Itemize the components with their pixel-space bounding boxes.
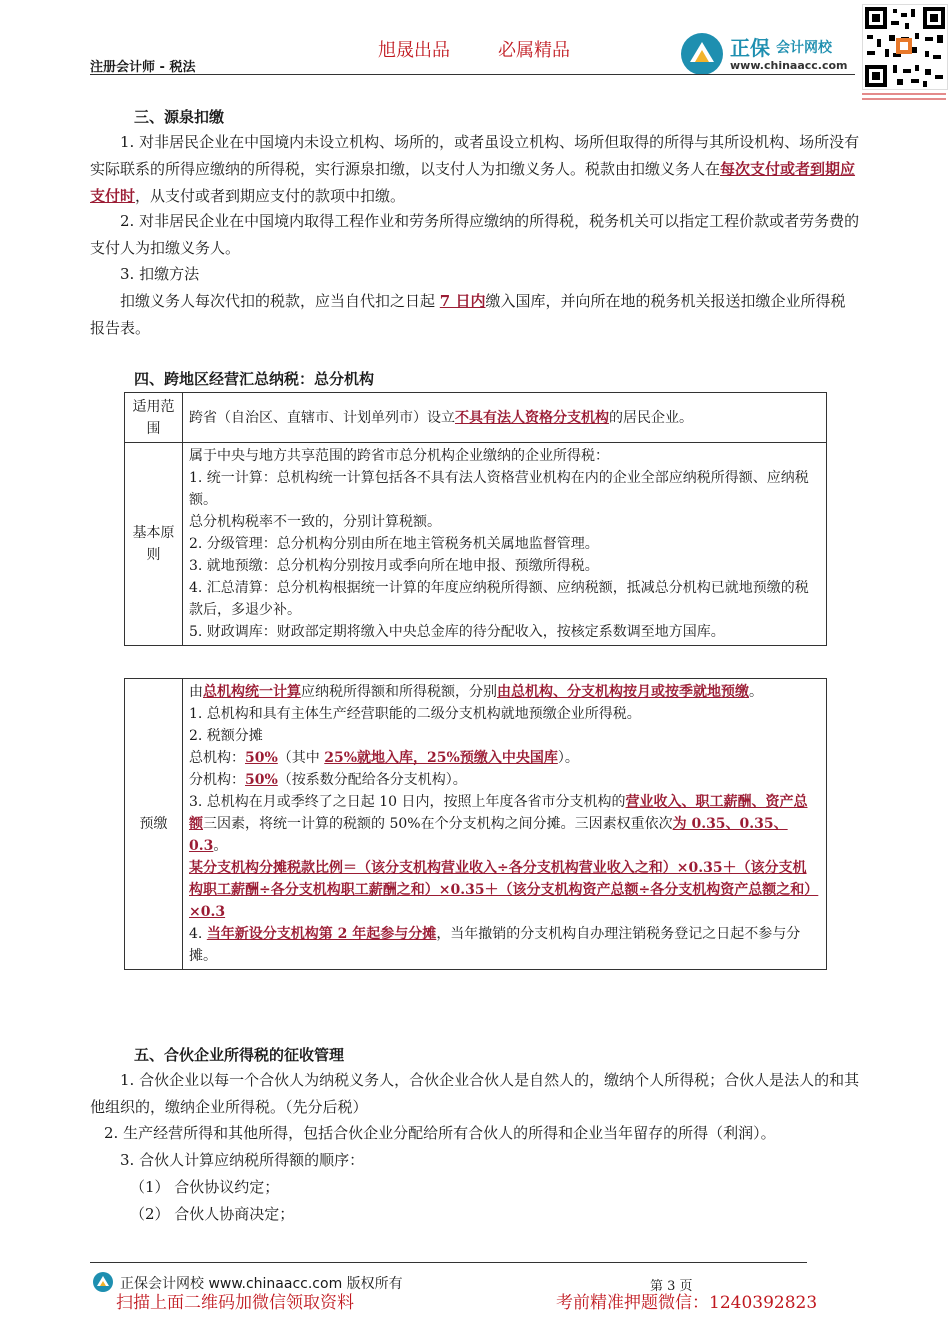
logo-url: www.chinaacc.com (730, 59, 848, 72)
basic-content (183, 443, 827, 646)
qr-code-icon (862, 4, 948, 90)
basic-line: 5. 财政调库：财政部定期将缴入中央总金库的待分配收入，按核定系数调至地方国库。 (189, 624, 725, 640)
section5-paragraph-4: （1） 合伙协议约定； (130, 1178, 280, 1196)
section3-paragraph-1: 1. 对非居民企业在中国境内未设立机构、场所的，或者虽设立机构、场所但取得的所得与其所设机构、场所没有实际联系的所得应缴纳的所得税，实行源泉扣缴，以支付人为扣缴义务人。税款由扣缴义务人在每次支付或者到期应支付时，从支付或者到期应支付的款项中扣缴。 (90, 133, 860, 205)
section3-paragraph-2: 2. 对非居民企业在中国境内取得工程作业和劳务所得应缴纳的所得税，税务机关可以指定工程价款或者劳务费的支付人为扣缴义务人。 (90, 212, 860, 257)
prepay-line-1: 由总机构统一计算应纳税所得额和所得税额，分别由总机构、分支机构按月或按季就地预缴。 (189, 684, 763, 700)
basic-line: 4. 汇总清算：总分机构根据统一计算的年度应纳税所得额、应纳税额，抵减总分机构已就地预缴的税款后，多退少补。 (189, 580, 809, 618)
basic-line: 属于中央与地方共享范围的跨省市总分机构企业缴纳的企业所得税： (189, 448, 609, 464)
header-left-label: 注册会计师 - 税法 (90, 60, 196, 75)
prepay-content (183, 679, 827, 970)
table-row (125, 393, 827, 443)
scope-content: 跨省（自治区、直辖市、计划单列市）设立不具有法人资格分支机构的居民企业。 (183, 393, 827, 443)
slogan-right: 必属精品 (498, 40, 570, 61)
prepay-label: 预缴 (125, 679, 183, 970)
basic-label: 基本原则 (125, 443, 183, 646)
section5-paragraph-5: （2） 合伙人协商决定； (130, 1205, 295, 1223)
scope-label: 适用范围 (125, 393, 183, 443)
prepay-line-4: 总机构：50%（其中 25%就地入库，25%预缴入中央国库）。 (189, 750, 579, 766)
prepay-line-2: 1. 总机构和具有主体生产经营职能的二级分支机构就地预缴企业所得税。 (189, 706, 641, 722)
section3-paragraph-3: 3. 扣缴方法 (120, 265, 200, 283)
prepay-line-5: 分机构：50%（按系数分配给各分支机构）。 (189, 772, 467, 788)
slogan-left: 旭晟出品 (378, 40, 450, 61)
footer-rule (90, 1262, 807, 1263)
section3-title: 三、源泉扣缴 (134, 108, 225, 126)
footer-promo-right: 考前精准押题微信：1240392823 (556, 1293, 818, 1313)
prepay-line-6: 3. 总机构在月或季终了之日起 10 日内，按照上年度各省市分支机构的营业收入、职工薪酬、资产总额三因素，将统一计算的税额的 50%在个分支机构之间分摊。三因素权重依次为 0.35、0.35、0.3。 (189, 794, 808, 854)
section5-paragraph-3: 3. 合伙人计算应纳税所得额的顺序： (120, 1151, 365, 1169)
logo-emblem-icon (680, 32, 724, 76)
section5-title: 五、合伙企业所得税的征收管理 (134, 1046, 345, 1064)
prepay-line-3: 2. 税额分摊 (189, 728, 263, 744)
table-prepayment (124, 678, 827, 970)
footer-copyright: 正保会计网校 www.chinaacc.com 版权所有 (120, 1276, 403, 1292)
table-scope-principles (124, 392, 827, 646)
logo-name: 正保 (730, 36, 770, 60)
section5-paragraph-2: 2. 生产经营所得和其他所得，包括合伙企业分配给所有合伙人的所得和企业当年留存的所得（利润）。 (104, 1124, 776, 1142)
section5-paragraph-1: 1. 合伙企业以每一个合伙人为纳税义务人，合伙企业合伙人是自然人的，缴纳个人所得税；合伙人是法人的和其他组织的，缴纳企业所得税。（先分后税） (90, 1071, 860, 1116)
qr-caption-red-lines (862, 90, 946, 103)
footer-page-number: 第 3 页 (650, 1279, 693, 1294)
basic-line: 3. 就地预缴：总分机构分别按月或季向所在地申报、预缴所得税。 (189, 558, 599, 574)
prepay-line-8: 4. 当年新设分支机构第 2 年起参与分摊，当年撤销的分支机构自办理注销税务登记之日起不参与分摊。 (189, 926, 801, 964)
prepay-formula: 某分支机构分摊税款比例＝（该分支机构营业收入÷各分支机构营业收入之和）×0.35＋（该分支机构职工薪酬÷各分支机构职工薪酬之和）×0.35＋（该分支机构资产总额÷各分支机构资产总额之和）×0.3 (189, 860, 819, 920)
basic-line: 2. 分级管理：总分机构分别由所在地主管税务机关属地监督管理。 (189, 536, 599, 552)
section3-paragraph-4: 扣缴义务人每次代扣的税款，应当自代扣之日起 7 日内缴入国库，并向所在地的税务机关报送扣缴企业所得税报告表。 (90, 292, 846, 337)
basic-line: 总分机构税率不一致的，分别计算税额。 (189, 514, 441, 530)
basic-line: 1. 统一计算：总机构统一计算包括各不具有法人资格营业机构在内的企业全部应纳税所得额、应纳税额。 (189, 470, 809, 508)
logo (680, 32, 858, 76)
logo-name-2: 会计网校 (776, 40, 832, 56)
table-row (125, 443, 827, 646)
section4-title: 四、跨地区经营汇总纳税：总分机构 (134, 370, 375, 388)
header-rule (90, 74, 855, 75)
footer-logo-icon (92, 1271, 114, 1293)
table-row (125, 679, 827, 970)
footer-promo-left: 扫描上面二维码加微信领取资料 (116, 1293, 354, 1313)
